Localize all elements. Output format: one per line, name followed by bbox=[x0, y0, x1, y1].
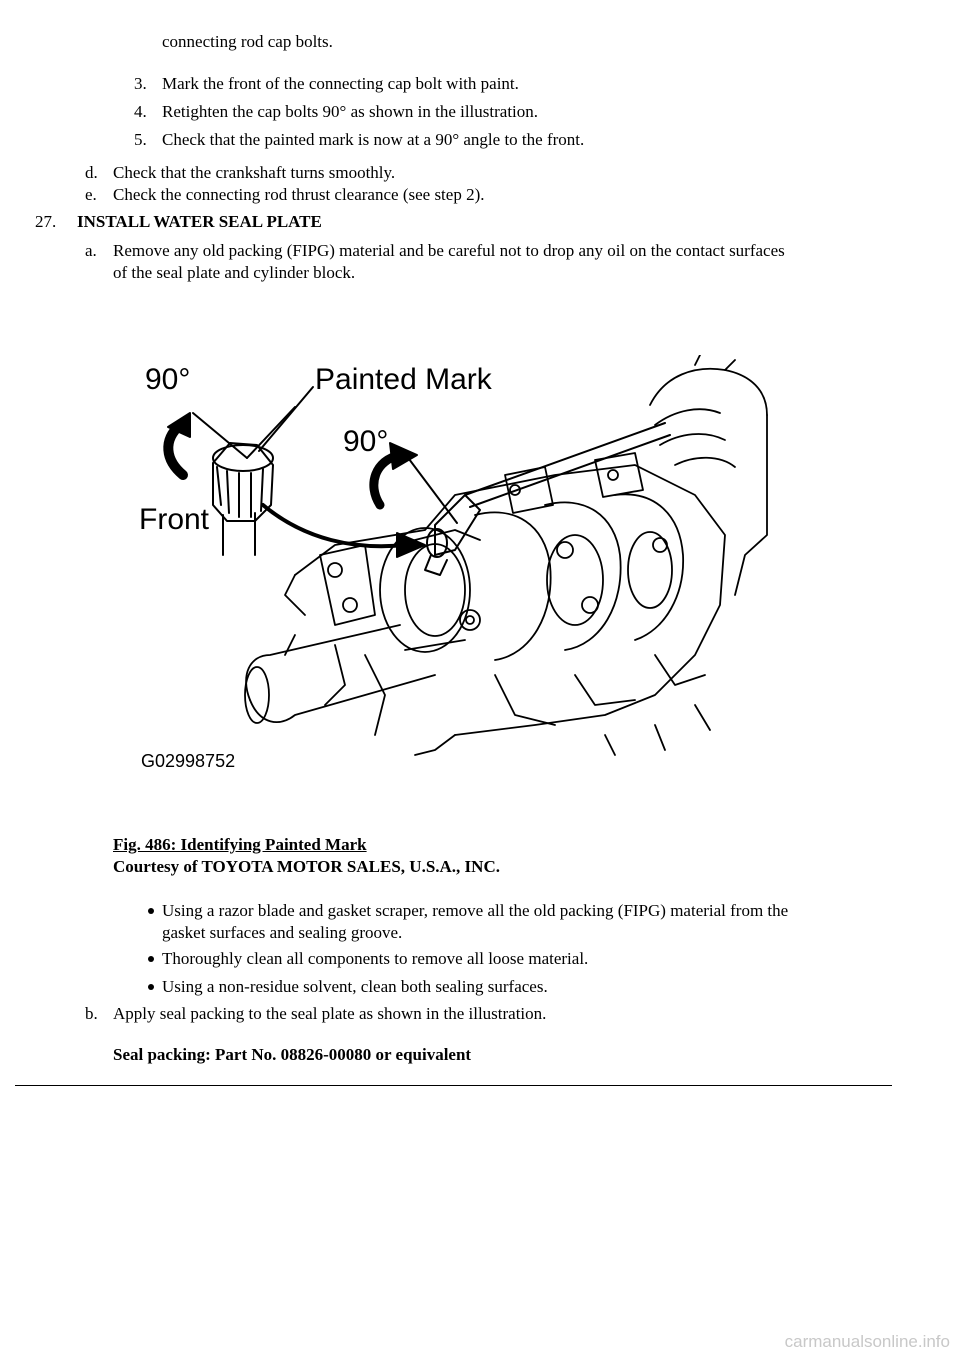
painted-mark-label: Painted Mark bbox=[315, 363, 492, 396]
bullet-1-line2: gasket surfaces and sealing groove. bbox=[162, 923, 403, 942]
seal-packing-note: Seal packing: Part No. 08826-00080 or equivalent bbox=[113, 1045, 472, 1064]
section-title: INSTALL WATER SEAL PLATE bbox=[77, 212, 322, 231]
bullet-dot bbox=[148, 956, 154, 962]
front-label: Front bbox=[139, 503, 210, 536]
bullet-1-line1: Using a razor blade and gasket scraper, remove all the old packing (FIPG) material from the bbox=[162, 901, 789, 920]
page-divider bbox=[15, 1085, 892, 1086]
angle-label-right: 90° bbox=[343, 425, 389, 458]
step-e-text: Check the connecting rod thrust clearance (see step 2). bbox=[113, 185, 485, 204]
substep-5-text: Check that the painted mark is now at a 90° angle to the front. bbox=[162, 130, 585, 149]
bullet-3-text: Using a non-residue solvent, clean both sealing surfaces. bbox=[162, 977, 548, 996]
angle-label-left: 90° bbox=[145, 363, 191, 396]
engine-illustration bbox=[135, 355, 775, 775]
step-b-letter: b. bbox=[85, 1004, 98, 1023]
step-a-text-line2: of the seal plate and cylinder block. bbox=[113, 263, 356, 282]
step-a-letter: a. bbox=[85, 241, 97, 260]
section-number: 27. bbox=[35, 212, 57, 231]
substep-4-text: Retighten the cap bolts 90° as shown in the illustration. bbox=[162, 102, 539, 121]
substep-4-number: 4. bbox=[134, 102, 147, 121]
step-e-letter: e. bbox=[85, 185, 97, 204]
hand bbox=[650, 355, 767, 595]
figure-caption-title: Fig. 486: Identifying Painted Mark bbox=[113, 835, 367, 854]
watermark: carmanualsonline.info bbox=[784, 1332, 950, 1351]
figure-caption-courtesy: Courtesy of TOYOTA MOTOR SALES, U.S.A., INC. bbox=[113, 857, 500, 876]
step-a-text-line1: Remove any old packing (FIPG) material and be careful not to drop any oil on the contact surfaces bbox=[113, 241, 785, 260]
figure-code-label: G02998752 bbox=[141, 751, 236, 771]
bullet-2-text: Thoroughly clean all components to remove all loose material. bbox=[162, 949, 589, 968]
bullet-dot bbox=[148, 984, 154, 990]
crankshaft-torque-drawing bbox=[135, 355, 775, 775]
substep-5-number: 5. bbox=[134, 130, 147, 149]
substep-3-number: 3. bbox=[134, 74, 147, 93]
continuation-text: connecting rod cap bolts. bbox=[162, 32, 333, 51]
substep-3-text: Mark the front of the connecting cap bolt with paint. bbox=[162, 74, 519, 93]
bullet-dot bbox=[148, 908, 154, 914]
step-d-letter: d. bbox=[85, 163, 98, 182]
step-d-text: Check that the crankshaft turns smoothly. bbox=[113, 163, 396, 182]
step-b-text: Apply seal packing to the seal plate as shown in the illustration. bbox=[113, 1004, 547, 1023]
engine-block bbox=[245, 453, 725, 755]
